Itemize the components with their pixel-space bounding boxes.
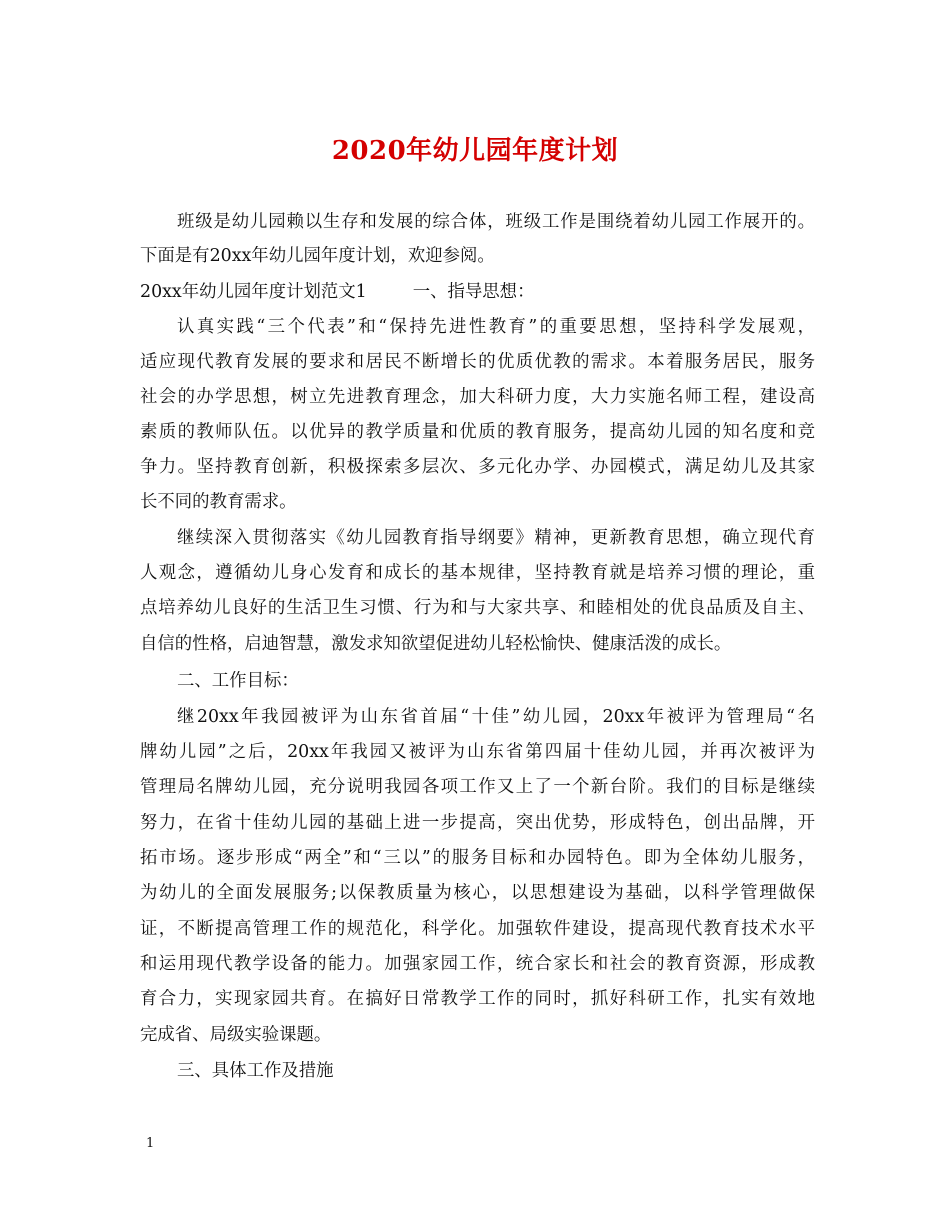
paragraph-line: 适应现代教育发展的要求和居民不断增长的优质优教的需求。本着服务居民，服务 — [140, 352, 815, 372]
section-heading-measures: 三、具体工作及措施 — [177, 1061, 334, 1081]
page-number: 1 — [146, 1136, 155, 1151]
sample-heading-line — [140, 282, 815, 302]
paragraph-line: 社会的办学思想，树立先进教育理念，加大科研力度，大力实施名师工程，建设高 — [140, 387, 815, 407]
paragraph-line: 自信的性格，启迪智慧，激发求知欲望促进幼儿轻松愉快、健康活泼的成长。 — [140, 634, 732, 654]
paragraph-line: 拓市场。逐步形成“两全”和“三以”的服务目标和办园特色。即为全体幼儿服务， — [140, 848, 815, 868]
paragraph-line: 继续深入贯彻落实《幼儿园教育指导纲要》精神，更新教育思想，确立现代育 — [177, 528, 815, 548]
paragraph-line: 点培养幼儿良好的生活卫生习惯、行为和与大家共享、和睦相处的优良品质及自主、 — [140, 598, 815, 618]
sample-title: 20xx年幼儿园年度计划范文1 — [140, 282, 367, 302]
paragraph-line: 管理局名牌幼儿园，充分说明我园各项工作又上了一个新台阶。我们的目标是继续 — [140, 777, 815, 797]
document-title: 2020年幼儿园年度计划 — [331, 136, 619, 166]
paragraph-line: 争力。坚持教育创新，积极探索多层次、多元化办学、办园模式，满足幼儿及其家 — [140, 457, 815, 477]
paragraph-line: 证，不断提高管理工作的规范化，科学化。加强软件建设，提高现代教育技术水平 — [140, 919, 815, 939]
paragraph-line: 继20xx年我园被评为山东省首届“十佳”幼儿园，20xx年被评为管理局“名 — [177, 707, 815, 727]
paragraph-line: 努力，在省十佳幼儿园的基础上进一步提高，突出优势，形成特色，创出品牌，开 — [140, 813, 815, 833]
paragraph-line: 长不同的教育需求。 — [140, 492, 297, 512]
paragraph-line: 育合力，实现家园共育。在搞好日常教学工作的同时，抓好科研工作，扎实有效地 — [140, 989, 815, 1009]
paragraph-line: 素质的教师队伍。以优异的教学质量和优质的教育服务，提高幼儿园的知名度和竞 — [140, 422, 815, 442]
intro-line: 下面是有20xx年幼儿园年度计划，欢迎参阅。 — [140, 246, 495, 266]
section-heading-work-goals: 二、工作目标： — [177, 671, 299, 691]
paragraph-line: 和运用现代教学设备的能力。加强家园工作，统合家长和社会的教育资源，形成教 — [140, 954, 815, 974]
paragraph-line: 人观念，遵循幼儿身心发育和成长的基本规律，坚持教育就是培养习惯的理论，重 — [140, 563, 815, 583]
paragraph-line: 认真实践“三个代表”和“保持先进性教育”的重要思想，坚持科学发展观， — [177, 317, 815, 337]
intro-line: 班级是幼儿园赖以生存和发展的综合体，班级工作是围绕着幼儿园工作展开的。 — [177, 212, 815, 232]
paragraph-line: 为幼儿的全面发展服务;以保教质量为核心，以思想建设为基础，以科学管理做保 — [140, 883, 815, 903]
paragraph-line: 牌幼儿园”之后，20xx年我园又被评为山东省第四届十佳幼儿园，并再次被评为 — [140, 742, 815, 762]
paragraph-line: 完成省、局级实验课题。 — [140, 1025, 332, 1045]
section-heading-guiding-thought: 一、指导思想： — [412, 282, 535, 302]
